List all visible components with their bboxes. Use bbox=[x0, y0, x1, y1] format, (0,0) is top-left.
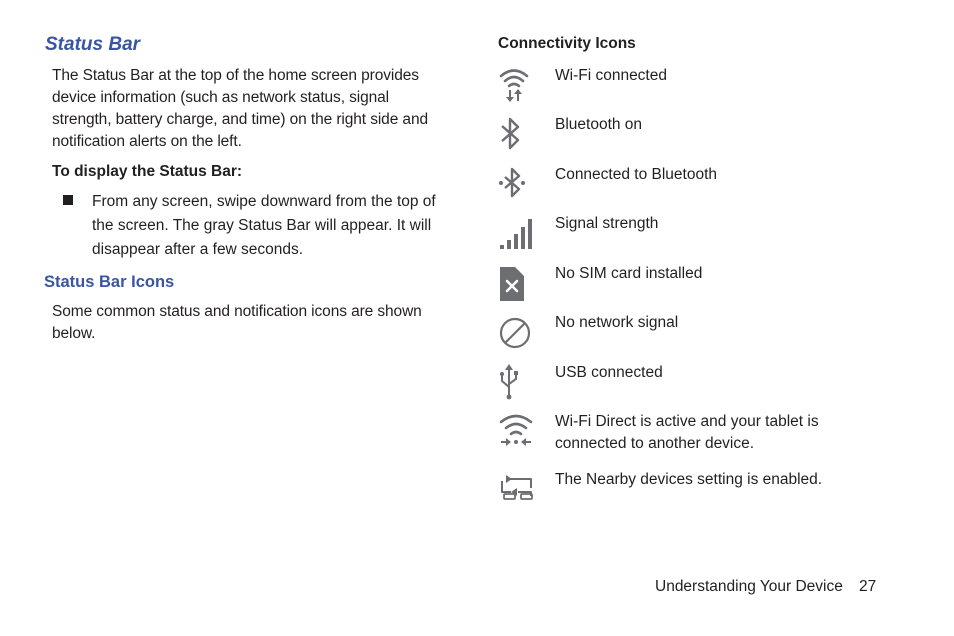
wifi-connected-label: Wi-Fi connected bbox=[555, 67, 667, 84]
usb-icon bbox=[498, 362, 536, 400]
status-bar-icons-heading: Status Bar Icons bbox=[44, 273, 175, 291]
footer-section-title: Understanding Your Device bbox=[655, 578, 843, 595]
bluetooth-on-icon bbox=[498, 114, 536, 152]
page-number: 27 bbox=[859, 578, 877, 595]
usb-label: USB connected bbox=[555, 364, 663, 381]
bluetooth-connected-label: Connected to Bluetooth bbox=[555, 166, 718, 183]
signal-strength-label: Signal strength bbox=[555, 215, 659, 232]
wifi-direct-label: Wi-Fi Direct is active and your tablet is connected to another device. bbox=[555, 413, 819, 452]
status-bar-intro: The Status Bar at the top of the home screen provides device information (such as network status, signal strength, battery charge, and time) on the right side and notification alerts on the left. bbox=[52, 67, 428, 150]
no-sim-label: No SIM card installed bbox=[555, 265, 703, 282]
connectivity-icons-heading: Connectivity Icons bbox=[498, 35, 636, 52]
no-network-icon bbox=[498, 312, 536, 350]
signal-strength-icon bbox=[498, 213, 536, 251]
no-network-label: No network signal bbox=[555, 314, 679, 331]
page-title: Status Bar bbox=[45, 34, 141, 55]
swipe-instruction: From any screen, swipe downward from the top of the screen. The gray Status Bar will appear. It will disappear after a few seconds. bbox=[92, 193, 436, 258]
wifi-connected-icon bbox=[498, 65, 536, 103]
display-status-bar-label: To display the Status Bar: bbox=[52, 163, 243, 180]
status-bar-icons-intro: Some common status and notification icons are shown below. bbox=[52, 303, 422, 342]
bluetooth-on-label: Bluetooth on bbox=[555, 116, 643, 133]
no-sim-icon bbox=[498, 263, 536, 301]
nearby-devices-icon bbox=[498, 469, 536, 507]
bluetooth-connected-icon bbox=[498, 164, 536, 202]
bullet-square-icon bbox=[63, 195, 73, 205]
wifi-direct-icon bbox=[498, 411, 536, 449]
nearby-devices-label: The Nearby devices setting is enabled. bbox=[555, 471, 823, 488]
